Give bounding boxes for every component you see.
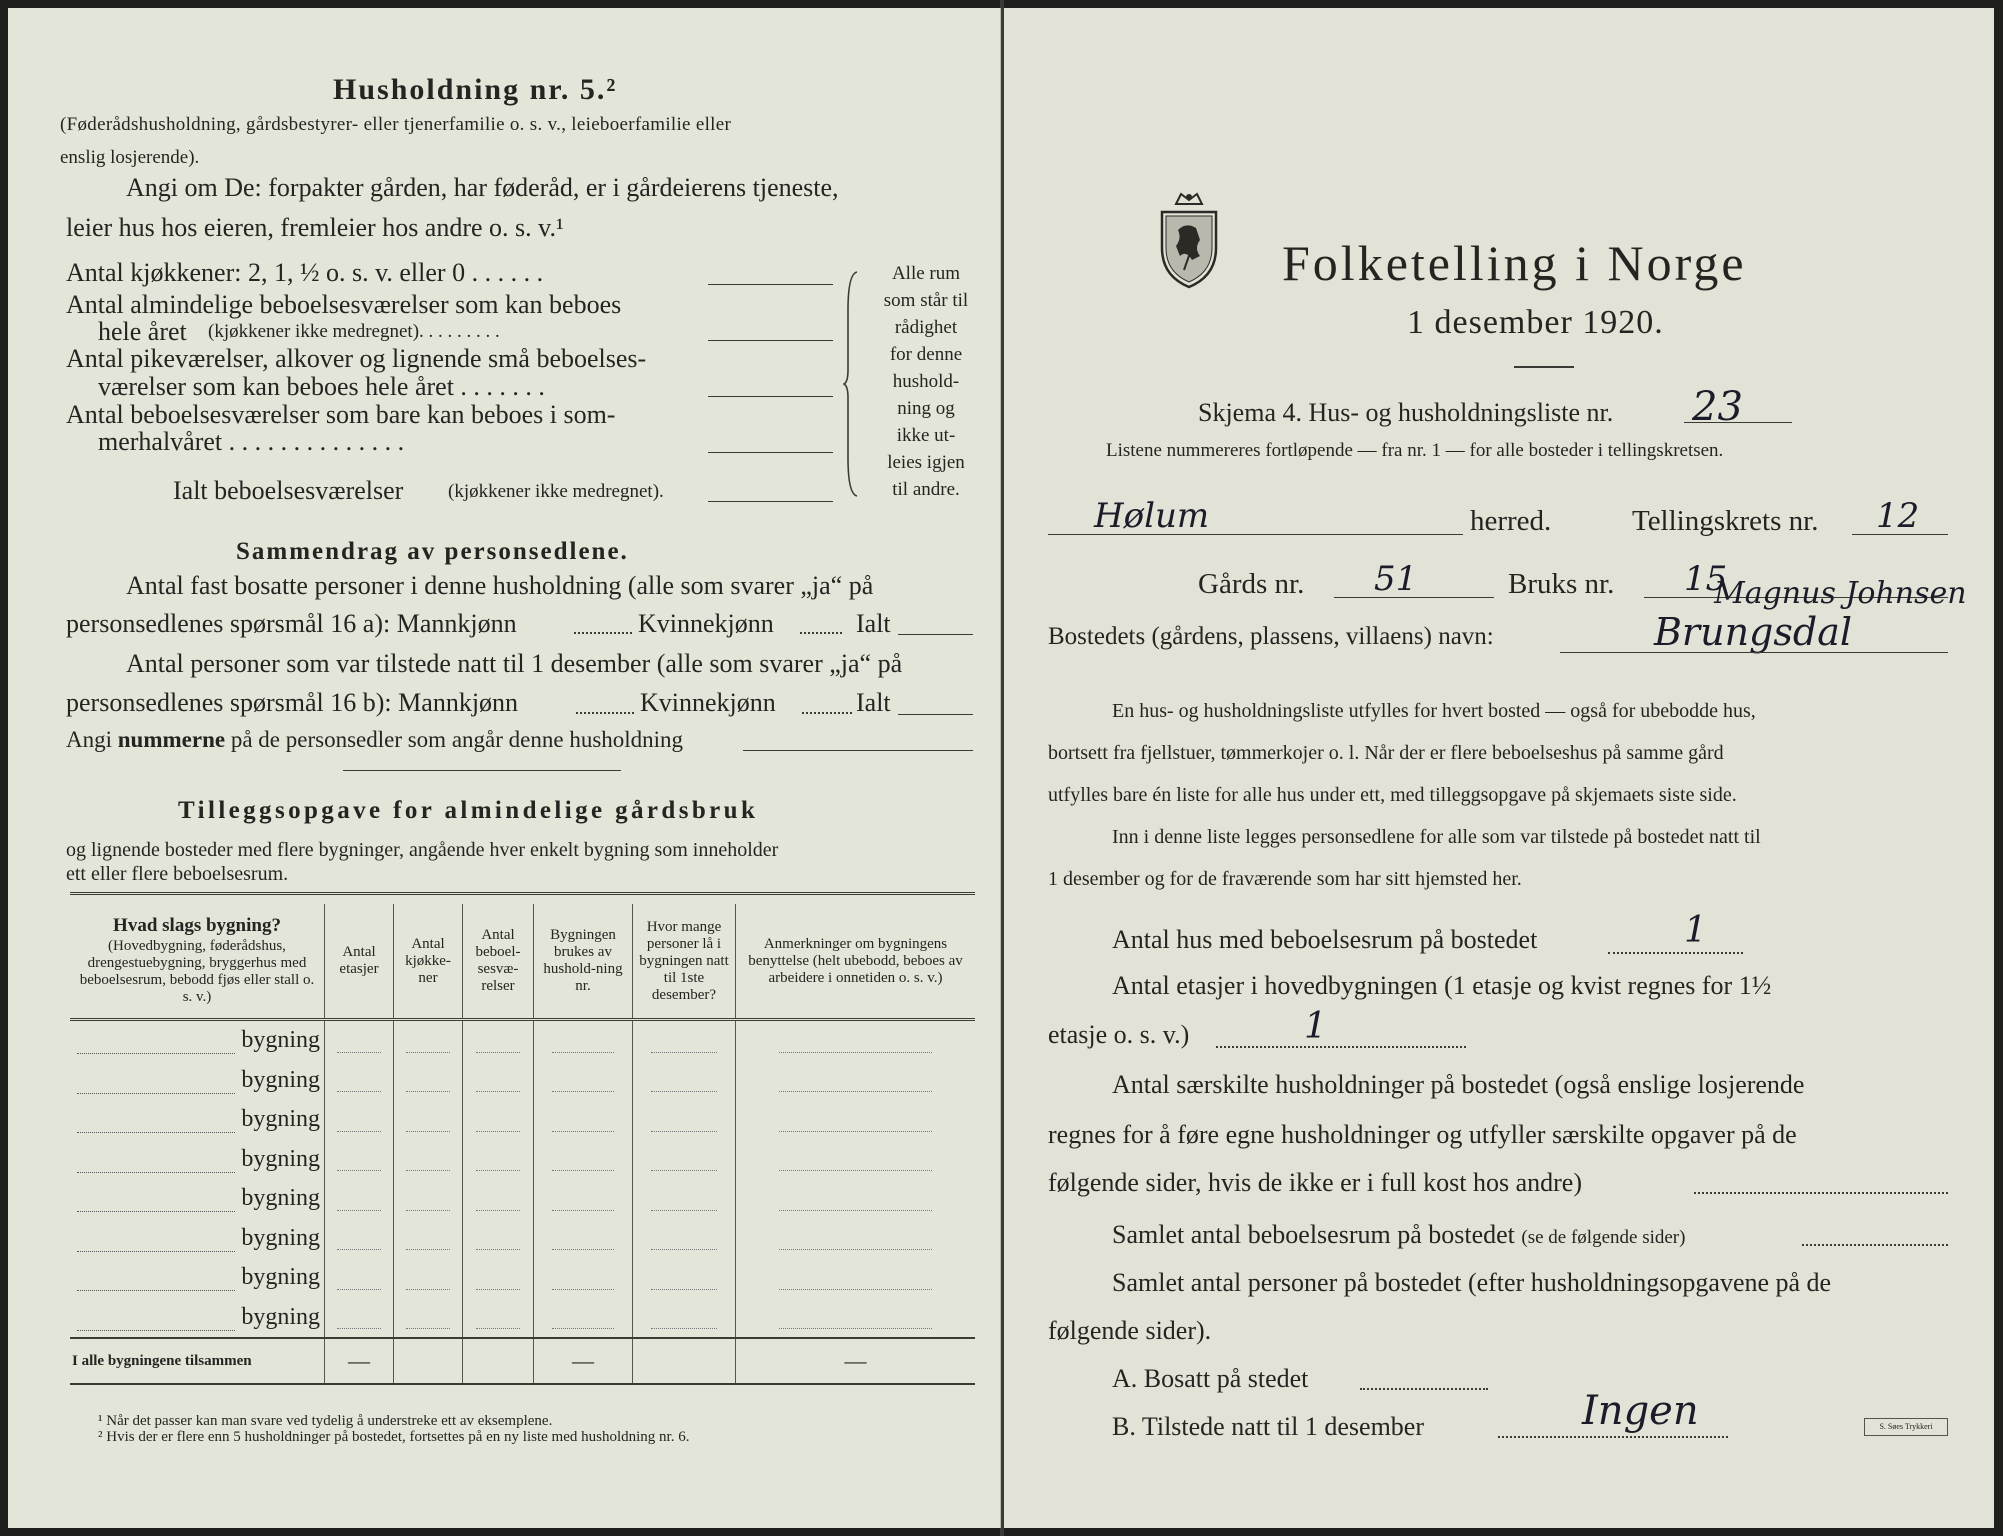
total-rooms-note: (kjøkkener ikke medregnet). bbox=[448, 481, 664, 502]
building-name-blank bbox=[77, 1071, 235, 1094]
building-row-label bbox=[70, 1061, 325, 1101]
skjema-label: Skjema 4. Hus- og husholdningsliste nr. bbox=[1198, 398, 1614, 427]
hush-line-3: følgende sider, hvis de ikke er i full kost hos andre) bbox=[1048, 1168, 1582, 1197]
rooms-label-2: hele året bbox=[98, 317, 187, 346]
bracket-note bbox=[870, 260, 982, 503]
mann-a-dotline bbox=[574, 632, 632, 634]
building-name-blank bbox=[77, 1189, 235, 1212]
building-cell bbox=[325, 1298, 394, 1339]
summer-rooms-label-1: Antal beboelsesværelser som bare kan beboes i som- bbox=[66, 400, 616, 429]
building-row-label bbox=[70, 1100, 325, 1140]
b-line bbox=[1498, 1436, 1728, 1438]
building-row bbox=[70, 1179, 975, 1219]
building-cell bbox=[633, 1298, 736, 1339]
summary-mann-a: personsedlenes spørsmål 16 a): Mannkjønn bbox=[66, 609, 517, 638]
building-cell bbox=[534, 1061, 633, 1101]
kvinne-b-dotline bbox=[802, 712, 852, 714]
owner-name-value: Magnus Johnsen bbox=[1714, 576, 1967, 611]
building-cell bbox=[463, 1258, 534, 1298]
gards-value: 51 bbox=[1374, 559, 1418, 599]
hus-label: Antal hus med beboelsesrum på bostedet bbox=[1112, 925, 1538, 954]
table-top-rule bbox=[70, 892, 975, 895]
bracket-note-line: til andre. bbox=[892, 479, 960, 500]
bosted-value: Brungsdal bbox=[1654, 610, 1852, 654]
total-row-label: I alle bygningene tilsammen bbox=[70, 1338, 325, 1384]
col-building-type-note: (Hovedbygning, føderådshus, drengestuebygning, bryggerhus med beboelsesrum, bebodd fjøs eller stall o. s. v.) bbox=[79, 937, 315, 1005]
building-cell bbox=[463, 1219, 534, 1259]
total-dash: — bbox=[325, 1338, 394, 1384]
building-row-label bbox=[70, 1140, 325, 1180]
angi-line-2: leier hus hos eieren, fremleier hos andre o. s. v.¹ bbox=[66, 213, 564, 242]
building-row bbox=[70, 1258, 975, 1298]
total-dash: — bbox=[534, 1338, 633, 1384]
building-cell bbox=[394, 1100, 463, 1140]
building-cell bbox=[534, 1100, 633, 1140]
household-title: Husholdning nr. 5.² bbox=[333, 73, 618, 106]
herred-line bbox=[1048, 534, 1463, 535]
building-word: bygning bbox=[241, 1027, 320, 1054]
building-cell bbox=[394, 1258, 463, 1298]
para2-line-2: 1 desember og for de fraværende som har sitt hjemsted her. bbox=[1048, 868, 1522, 890]
building-word: bygning bbox=[241, 1106, 320, 1133]
building-row-label bbox=[70, 1258, 325, 1298]
building-cell bbox=[463, 1061, 534, 1101]
building-cell bbox=[394, 1061, 463, 1101]
summary-kvinne-b: Kvinnekjønn bbox=[640, 688, 776, 717]
building-cell bbox=[736, 1219, 976, 1259]
etasjer-label: Antal etasjer i hovedbygningen (1 etasje og kvist regnes for 1½ bbox=[1112, 971, 1772, 1000]
summary-title: Sammendrag av personsedlene. bbox=[236, 538, 629, 565]
col-personer: Hvor mange personer lå i bygningen natt til 1ste desember? bbox=[633, 904, 736, 1020]
building-word: bygning bbox=[241, 1264, 320, 1291]
rooms-label-note: (kjøkkener ikke medregnet). . . . . . . . . bbox=[208, 321, 500, 342]
bracket-note-line: Alle rum bbox=[891, 263, 961, 284]
bracket-note-line: for denne bbox=[889, 344, 963, 365]
building-row-label bbox=[70, 1020, 325, 1061]
building-row bbox=[70, 1100, 975, 1140]
building-cell bbox=[534, 1258, 633, 1298]
bruks-label: Bruks nr. bbox=[1508, 568, 1615, 600]
title-rule bbox=[1514, 366, 1574, 368]
building-cell bbox=[633, 1140, 736, 1180]
col-husholdning-nr: Bygningen brukes av hushold-ning nr. bbox=[534, 904, 633, 1020]
summary-ialt-b: Ialt bbox=[856, 688, 891, 717]
building-cell bbox=[534, 1140, 633, 1180]
building-cell bbox=[394, 1298, 463, 1339]
summary-line-1: Antal fast bosatte personer i denne husholdning (alle som svarer „ja“ på bbox=[126, 571, 874, 600]
col-kjokkener: Antal kjøkke-ner bbox=[394, 904, 463, 1020]
a-label: A. Bosatt på stedet bbox=[1112, 1364, 1309, 1393]
gards-line bbox=[1334, 597, 1494, 598]
building-row bbox=[70, 1219, 975, 1259]
total-cell bbox=[463, 1338, 534, 1384]
building-row bbox=[70, 1298, 975, 1339]
samlet-rum-note: (se de følgende sider) bbox=[1521, 1227, 1686, 1248]
building-name-blank bbox=[77, 1308, 235, 1331]
maid-rooms-label-1: Antal pikeværelser, alkover og lignende små beboelses- bbox=[66, 344, 647, 373]
building-cell bbox=[394, 1219, 463, 1259]
building-cell bbox=[463, 1179, 534, 1219]
tellingskrets-value: 12 bbox=[1876, 496, 1920, 536]
para1-line-2: bortsett fra fjellstuer, tømmerkojer o. l. Når der er flere beboelseshus på samme gård bbox=[1048, 742, 1724, 764]
summary-line-2: Antal personer som var tilstede natt til 1 desember (alle som svarer „ja“ på bbox=[126, 649, 903, 678]
bracket-note-line: som står til bbox=[883, 290, 969, 311]
a-line bbox=[1360, 1388, 1488, 1390]
building-cell bbox=[633, 1020, 736, 1061]
building-cell bbox=[633, 1258, 736, 1298]
kvinne-a-dotline bbox=[800, 632, 842, 634]
bosted-line bbox=[1560, 652, 1948, 653]
intro-line-2: enslig losjerende). bbox=[60, 147, 200, 168]
intro-line-1: (Føderådshusholdning, gårdsbestyrer- eller tjenerfamilie o. s. v., leieboerfamilie eller bbox=[60, 114, 732, 135]
building-name-blank bbox=[77, 1031, 235, 1054]
building-cell bbox=[463, 1020, 534, 1061]
table-header-row bbox=[70, 904, 975, 1020]
building-name-blank bbox=[77, 1150, 235, 1173]
samlet-rum-line bbox=[1802, 1244, 1948, 1246]
section-divider bbox=[343, 770, 621, 771]
total-rooms-answer-line bbox=[708, 501, 833, 502]
building-word: bygning bbox=[241, 1145, 320, 1172]
ialt-b-line bbox=[898, 714, 973, 715]
summary-kvinne-a: Kvinnekjønn bbox=[638, 609, 774, 638]
rooms-answer-line bbox=[708, 340, 833, 341]
building-cell bbox=[534, 1219, 633, 1259]
total-cell bbox=[633, 1338, 736, 1384]
angi-numbers bbox=[66, 727, 683, 753]
kitchens-label: Antal kjøkkener: 2, 1, ½ o. s. v. eller 0 . . . . . . bbox=[66, 258, 544, 287]
bruks-value: 15 bbox=[1684, 559, 1728, 599]
building-cell bbox=[736, 1298, 976, 1339]
col-etasjer: Antal etasjer bbox=[325, 904, 394, 1020]
nummerne-word: nummerne bbox=[117, 727, 226, 752]
farm-intro-2: ett eller flere beboelsesrum. bbox=[66, 863, 289, 885]
samlet-rum-label bbox=[1112, 1220, 1685, 1250]
building-cell bbox=[394, 1179, 463, 1219]
bosted-label: Bostedets (gårdens, plassens, villaens) navn: bbox=[1048, 623, 1494, 650]
herred-value: Hølum bbox=[1094, 496, 1210, 536]
etasjer-label-2: etasje o. s. v.) bbox=[1048, 1020, 1190, 1049]
building-row bbox=[70, 1020, 975, 1061]
total-dash: — bbox=[736, 1338, 976, 1384]
building-word: bygning bbox=[241, 1066, 320, 1093]
building-cell bbox=[325, 1020, 394, 1061]
building-cell bbox=[633, 1100, 736, 1140]
building-word: bygning bbox=[241, 1224, 320, 1251]
table-total-row bbox=[70, 1338, 975, 1384]
hush-line bbox=[1694, 1192, 1948, 1194]
tellingskrets-label: Tellingskrets nr. bbox=[1632, 505, 1819, 537]
angi-numbers-text: på de personsedler som angår denne husholdning bbox=[230, 727, 684, 752]
building-cell bbox=[736, 1179, 976, 1219]
building-row bbox=[70, 1061, 975, 1101]
col-anmerkninger: Anmerkninger om bygningens benyttelse (helt ubebodd, beboes av arbeidere i onnetiden o. s. v.) bbox=[736, 904, 976, 1020]
building-row-label bbox=[70, 1298, 325, 1339]
herred-label: herred. bbox=[1470, 505, 1552, 537]
building-cell bbox=[325, 1219, 394, 1259]
bracket-note-line: hushold- bbox=[892, 371, 960, 392]
numbering-note: Listene nummereres fortløpende — fra nr. 1 — for alle bosteder i tellingskretsen. bbox=[1106, 440, 1724, 461]
census-date: 1 desember 1920. bbox=[1407, 304, 1664, 341]
samlet-rum-text: Samlet antal beboelsesrum på bostedet bbox=[1112, 1220, 1515, 1249]
building-cell bbox=[394, 1020, 463, 1061]
b-label: B. Tilstede natt til 1 desember bbox=[1112, 1412, 1424, 1441]
building-cell bbox=[736, 1020, 976, 1061]
maid-rooms-label-2: værelser som kan beboes hele året . . . . . . . bbox=[98, 372, 545, 401]
etasjer-line bbox=[1216, 1046, 1466, 1048]
building-name-blank bbox=[77, 1110, 235, 1133]
samlet-pers-line-2: følgende sider). bbox=[1048, 1316, 1212, 1345]
hush-line-1: Antal særskilte husholdninger på bostedet (også enslige losjerende bbox=[1112, 1070, 1805, 1099]
angi-word: Angi bbox=[66, 727, 112, 752]
total-rooms-label: Ialt beboelsesværelser bbox=[173, 476, 404, 505]
building-name-blank bbox=[77, 1268, 235, 1291]
building-cell bbox=[736, 1140, 976, 1180]
angi-numbers-line bbox=[743, 750, 973, 751]
farm-intro-1: og lignende bosteder med flere bygninger, angående hver enkelt bygning som inneholder bbox=[66, 839, 779, 861]
rooms-label-1: Antal almindelige beboelsesværelser som kan beboes bbox=[66, 290, 622, 319]
para2-line-1: Inn i denne liste legges personsedlene for alle som var tilstede på bostedet natt til bbox=[1112, 826, 1761, 848]
summer-rooms-answer-line bbox=[708, 452, 833, 453]
building-name-blank bbox=[77, 1229, 235, 1252]
list-number-line bbox=[1684, 422, 1792, 423]
building-cell bbox=[534, 1179, 633, 1219]
etasjer-value: 1 bbox=[1304, 1006, 1327, 1047]
col-building-type-title: Hvad slags bygning? bbox=[113, 914, 281, 936]
building-cell bbox=[633, 1061, 736, 1101]
summer-rooms-label-2: merhalvåret . . . . . . . . . . . . . . bbox=[98, 427, 405, 456]
building-cell bbox=[534, 1298, 633, 1339]
building-row bbox=[70, 1140, 975, 1180]
kitchens-answer-line bbox=[708, 284, 833, 285]
tellingskrets-line bbox=[1852, 534, 1948, 535]
farm-title: Tilleggsopgave for almindelige gårdsbruk bbox=[178, 797, 759, 824]
building-row-label bbox=[70, 1179, 325, 1219]
building-cell bbox=[736, 1100, 976, 1140]
building-word: bygning bbox=[241, 1303, 320, 1330]
footnote-1: ¹ Når det passer kan man svare ved tydelig å understreke ett av eksemplene. bbox=[98, 1413, 553, 1429]
buildings-table bbox=[70, 904, 975, 1385]
maid-rooms-answer-line bbox=[708, 396, 833, 397]
building-cell bbox=[325, 1179, 394, 1219]
b-value: Ingen bbox=[1582, 1388, 1699, 1434]
left-page bbox=[8, 8, 1001, 1528]
building-cell bbox=[463, 1100, 534, 1140]
building-cell bbox=[325, 1100, 394, 1140]
building-cell bbox=[736, 1061, 976, 1101]
bracket-note-line: leies igjen bbox=[887, 452, 965, 473]
building-cell bbox=[463, 1140, 534, 1180]
samlet-pers-line-1: Samlet antal personer på bostedet (efter husholdningsopgavene på de bbox=[1112, 1268, 1832, 1297]
building-cell bbox=[325, 1258, 394, 1298]
col-beboelsesvaerelser: Antal beboel-sesvæ-relser bbox=[463, 904, 534, 1020]
bracket-note-line: ikke ut- bbox=[896, 425, 956, 446]
bracket-note-line: ning og bbox=[897, 398, 955, 419]
para1-line-3: utfylles bare én liste for alle hus under ett, med tilleggsopgave på skjemaets siste side. bbox=[1048, 784, 1737, 806]
building-cell bbox=[633, 1179, 736, 1219]
gards-label: Gårds nr. bbox=[1198, 568, 1305, 600]
bracket bbox=[843, 270, 861, 498]
building-cell bbox=[633, 1219, 736, 1259]
ialt-a-line bbox=[898, 634, 973, 635]
para1-line-1: En hus- og husholdningsliste utfylles for hvert bosted — også for ubebodde hus, bbox=[1112, 700, 1756, 722]
summary-mann-b: personsedlenes spørsmål 16 b): Mannkjønn bbox=[66, 688, 519, 717]
footnote-2: ² Hvis der er flere enn 5 husholdninger på bostedet, fortsettes på en ny liste med husholdning nr. 6. bbox=[98, 1429, 690, 1445]
building-word: bygning bbox=[241, 1185, 320, 1212]
summary-ialt-a: Ialt bbox=[856, 609, 891, 638]
hus-value: 1 bbox=[1684, 910, 1707, 951]
building-cell bbox=[534, 1020, 633, 1061]
building-cell bbox=[736, 1258, 976, 1298]
building-cell bbox=[463, 1298, 534, 1339]
bracket-note-line: rådighet bbox=[894, 317, 958, 338]
angi-line-1: Angi om De: forpakter gården, har føderåd, er i gårdeierens tjeneste, bbox=[126, 173, 839, 202]
census-title: Folketelling i Norge bbox=[1282, 235, 1747, 291]
hus-line bbox=[1608, 952, 1743, 954]
mann-b-dotline bbox=[576, 712, 634, 714]
building-row-label bbox=[70, 1219, 325, 1259]
norwegian-coat-of-arms-icon bbox=[1156, 190, 1222, 290]
list-number-value: 23 bbox=[1692, 384, 1743, 430]
printer-stamp: S. Søes Trykkeri bbox=[1864, 1418, 1948, 1436]
total-cell bbox=[394, 1338, 463, 1384]
building-cell bbox=[325, 1061, 394, 1101]
hush-line-2: regnes for å føre egne husholdninger og utfyller særskilte opgaver på de bbox=[1048, 1120, 1797, 1149]
building-cell bbox=[394, 1140, 463, 1180]
col-building-type bbox=[70, 904, 325, 1020]
building-cell bbox=[325, 1140, 394, 1180]
right-page bbox=[1004, 8, 1994, 1528]
